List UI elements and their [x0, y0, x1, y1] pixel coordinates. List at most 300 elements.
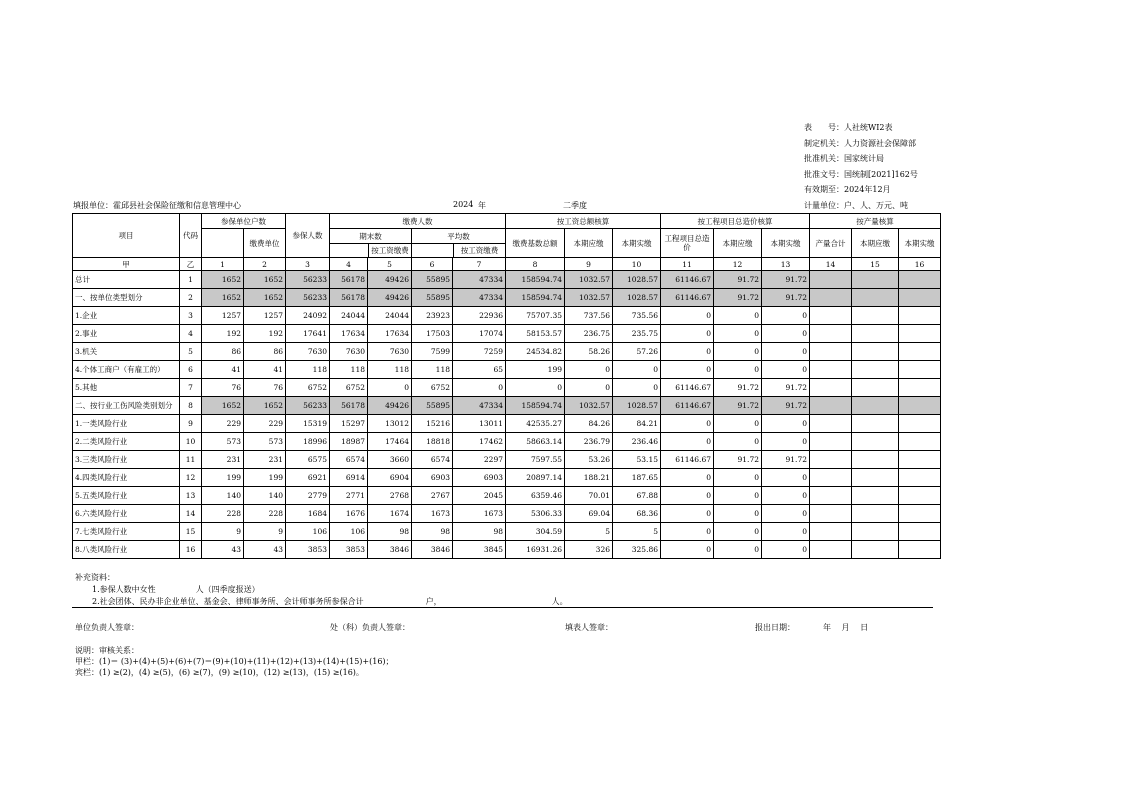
- table-cell: 84.26: [565, 415, 613, 433]
- table-cell: [899, 307, 941, 325]
- table-cell: 0: [661, 469, 714, 487]
- column-index: 11: [661, 258, 714, 271]
- header-average: [412, 229, 506, 258]
- table-cell: 5: [565, 523, 613, 541]
- table-cell: [899, 289, 941, 307]
- meta-value: 国统制[2021]162号: [844, 169, 918, 179]
- table-cell: 573: [244, 433, 286, 451]
- table-cell: [852, 469, 899, 487]
- row-code: 4: [180, 325, 202, 343]
- table-cell: 61146.67: [661, 397, 714, 415]
- table-cell: 7597.55: [506, 451, 565, 469]
- table-cell: 42535.27: [506, 415, 565, 433]
- table-cell: 158594.74: [506, 271, 565, 289]
- report-date: 年 月 日: [823, 623, 869, 632]
- table-cell: [852, 523, 899, 541]
- table-cell: 58153.57: [506, 325, 565, 343]
- table-cell: 47334: [453, 271, 506, 289]
- table-cell: 192: [202, 325, 244, 343]
- table-cell: 98: [453, 523, 506, 541]
- column-index-row: [73, 258, 941, 271]
- table-cell: 24044: [368, 307, 412, 325]
- header-due: 本期应缴: [565, 229, 613, 258]
- table-cell: 69.04: [565, 505, 613, 523]
- table-cell: 1652: [202, 271, 244, 289]
- table-cell: 18987: [330, 433, 368, 451]
- row-code: 16: [180, 541, 202, 559]
- table-cell: 1028.57: [613, 271, 661, 289]
- table-cell: 91.72: [762, 271, 810, 289]
- supplementary-notes: [75, 572, 568, 608]
- table-cell: [899, 541, 941, 559]
- header-due-2: 本期应缴: [714, 229, 762, 258]
- table-cell: 91.72: [714, 271, 762, 289]
- table-cell: 16931.26: [506, 541, 565, 559]
- table-cell: [810, 325, 852, 343]
- table-cell: 13012: [368, 415, 412, 433]
- report-year: 2024: [453, 200, 474, 209]
- table-cell: 84.21: [613, 415, 661, 433]
- table-cell: 1257: [202, 307, 244, 325]
- header-project-group: 按工程项目总造价核算: [661, 214, 810, 229]
- meta-key: 有效期至：: [804, 185, 844, 194]
- row-label: 2.事业: [73, 325, 180, 343]
- meta-row: [804, 182, 944, 198]
- row-code: 2: [180, 289, 202, 307]
- table-cell: 6574: [412, 451, 453, 469]
- column-index: 乙: [180, 258, 202, 271]
- table-cell: [852, 397, 899, 415]
- column-index: 4: [330, 258, 368, 271]
- table-row: [73, 379, 941, 397]
- table-cell: [810, 433, 852, 451]
- meta-key: 制定机关：: [804, 138, 844, 148]
- table-cell: 1673: [453, 505, 506, 523]
- table-cell: 6752: [330, 379, 368, 397]
- table-cell: [899, 469, 941, 487]
- statistics-table: [72, 213, 941, 559]
- table-cell: 61146.67: [661, 271, 714, 289]
- table-cell: 6752: [412, 379, 453, 397]
- table-cell: 3846: [368, 541, 412, 559]
- table-cell: 47334: [453, 397, 506, 415]
- meta-row: [804, 167, 944, 183]
- table-cell: 229: [202, 415, 244, 433]
- table-cell: 55895: [412, 397, 453, 415]
- table-cell: 7599: [412, 343, 453, 361]
- table-cell: [852, 379, 899, 397]
- header-project-total: 工程项目总造价: [661, 229, 714, 258]
- table-cell: 9: [202, 523, 244, 541]
- meta-row: [804, 136, 944, 152]
- table-cell: 0: [762, 325, 810, 343]
- row-label: 7.七类风险行业: [73, 523, 180, 541]
- column-index: 7: [453, 258, 506, 271]
- table-cell: 0: [661, 361, 714, 379]
- table-cell: [899, 343, 941, 361]
- note-2-people: 人。: [551, 597, 568, 606]
- table-cell: 573: [202, 433, 244, 451]
- table-cell: [852, 505, 899, 523]
- table-cell: 6903: [412, 469, 453, 487]
- table-cell: 17634: [330, 325, 368, 343]
- table-cell: 13011: [453, 415, 506, 433]
- table-cell: 1676: [330, 505, 368, 523]
- table-cell: 1652: [202, 289, 244, 307]
- table-cell: 0: [762, 487, 810, 505]
- table-cell: [810, 451, 852, 469]
- header-due-3: 本期应缴: [852, 229, 899, 258]
- meta-value: 户、人、万元、吨: [844, 200, 908, 210]
- table-cell: 0: [714, 505, 762, 523]
- table-row: [73, 415, 941, 433]
- explain-title: 说明：审核关系：: [75, 646, 139, 655]
- table-cell: 1032.57: [565, 397, 613, 415]
- table-cell: 0: [714, 469, 762, 487]
- explain-line-2: 宾栏：(1) ≥(2)，(4) ≥(5)，(6) ≥(7)，(9) ≥(10)，(12) ≥(13)，(15) ≥(16)。: [75, 668, 364, 677]
- table-cell: 0: [762, 343, 810, 361]
- table-cell: 56233: [286, 397, 330, 415]
- table-cell: 2297: [453, 451, 506, 469]
- column-index: 14: [810, 258, 852, 271]
- table-cell: 228: [202, 505, 244, 523]
- header-period-end: [330, 229, 412, 258]
- table-cell: 56178: [330, 289, 368, 307]
- table-cell: 56178: [330, 271, 368, 289]
- column-index: 1: [202, 258, 244, 271]
- row-label: 6.六类风险行业: [73, 505, 180, 523]
- row-code: 6: [180, 361, 202, 379]
- meta-key: 批准文号：: [804, 169, 844, 179]
- row-label: 1.企业: [73, 307, 180, 325]
- table-cell: 49426: [368, 271, 412, 289]
- table-cell: 0: [762, 541, 810, 559]
- table-cell: 91.72: [762, 397, 810, 415]
- table-cell: 0: [762, 469, 810, 487]
- table-cell: 199: [202, 469, 244, 487]
- table-cell: [852, 415, 899, 433]
- header-payers-group: 缴费人数: [330, 214, 506, 229]
- table-cell: 118: [412, 361, 453, 379]
- table-cell: 236.46: [613, 433, 661, 451]
- table-cell: [899, 271, 941, 289]
- table-cell: 158594.74: [506, 397, 565, 415]
- table-cell: 2767: [412, 487, 453, 505]
- table-cell: 58663.14: [506, 433, 565, 451]
- table-cell: 98: [368, 523, 412, 541]
- table-cell: 49426: [368, 289, 412, 307]
- header-paid: 本期实缴: [613, 229, 661, 258]
- table-cell: 67.88: [613, 487, 661, 505]
- table-cell: [899, 361, 941, 379]
- table-cell: 55895: [412, 289, 453, 307]
- meta-key: 表 号：: [804, 123, 844, 132]
- note-1: [75, 584, 568, 596]
- table-cell: 6575: [286, 451, 330, 469]
- table-cell: 6752: [286, 379, 330, 397]
- table-cell: [810, 361, 852, 379]
- table-cell: [852, 433, 899, 451]
- table-cell: 3853: [330, 541, 368, 559]
- table-cell: 24044: [330, 307, 368, 325]
- note-1-text: 1.参保人数中女性: [92, 585, 156, 594]
- table-cell: 98: [412, 523, 453, 541]
- table-cell: [899, 505, 941, 523]
- report-date-label: 报出日期：: [755, 623, 795, 632]
- section-head-signature: 处（科）负责人签章：: [330, 623, 410, 632]
- column-index: 15: [852, 258, 899, 271]
- row-label: 3.机关: [73, 343, 180, 361]
- row-label: 2.二类风险行业: [73, 433, 180, 451]
- row-code: 11: [180, 451, 202, 469]
- table-cell: 91.72: [714, 289, 762, 307]
- table-cell: [810, 379, 852, 397]
- table-cell: [810, 523, 852, 541]
- note-1-suffix: 人（四季度报送）: [195, 585, 260, 594]
- table-cell: 0: [714, 343, 762, 361]
- header-blank: [202, 229, 244, 258]
- unit-head-signature: 单位负责人签章：: [75, 623, 139, 632]
- row-label: 5.五类风险行业: [73, 487, 180, 505]
- table-cell: 5: [613, 523, 661, 541]
- divider: [72, 607, 933, 608]
- table-cell: [852, 361, 899, 379]
- table-cell: 17074: [453, 325, 506, 343]
- table-cell: 91.72: [714, 379, 762, 397]
- table-cell: 1028.57: [613, 289, 661, 307]
- table-cell: 0: [661, 505, 714, 523]
- notes-title: 补充资料：: [75, 573, 115, 582]
- table-cell: 47334: [453, 289, 506, 307]
- header-by-wage-2: 按工资缴费: [460, 245, 499, 255]
- table-cell: [810, 307, 852, 325]
- table-cell: 6904: [368, 469, 412, 487]
- table-cell: 6359.46: [506, 487, 565, 505]
- table-cell: 6914: [330, 469, 368, 487]
- table-row: [73, 487, 941, 505]
- table-cell: 53.26: [565, 451, 613, 469]
- table-cell: 53.15: [613, 451, 661, 469]
- table-cell: 7259: [453, 343, 506, 361]
- table-cell: 1028.57: [613, 397, 661, 415]
- header-insured: 参保人数: [286, 214, 330, 258]
- table-cell: 106: [286, 523, 330, 541]
- header-paying-units: 缴费单位: [244, 229, 286, 258]
- table-cell: 24534.82: [506, 343, 565, 361]
- table-cell: 23923: [412, 307, 453, 325]
- table-cell: 140: [244, 487, 286, 505]
- table-cell: 0: [661, 307, 714, 325]
- column-index: 甲: [73, 258, 180, 271]
- table-cell: [899, 325, 941, 343]
- table-cell: [810, 415, 852, 433]
- table-cell: 236.75: [565, 325, 613, 343]
- table-cell: 76: [202, 379, 244, 397]
- table-cell: 199: [506, 361, 565, 379]
- table-cell: 17462: [453, 433, 506, 451]
- table-cell: 106: [330, 523, 368, 541]
- table-cell: [810, 289, 852, 307]
- column-index: 2: [244, 258, 286, 271]
- header-output-total: 产量合计: [810, 229, 852, 258]
- header-average-label: 平均数: [447, 231, 470, 241]
- table-cell: 17464: [368, 433, 412, 451]
- table-cell: 49426: [368, 397, 412, 415]
- table-cell: 86: [202, 343, 244, 361]
- table-cell: 1652: [202, 397, 244, 415]
- table-cell: 17634: [368, 325, 412, 343]
- table-cell: 91.72: [714, 451, 762, 469]
- table-cell: 61146.67: [661, 289, 714, 307]
- table-cell: 58.26: [565, 343, 613, 361]
- fill-row: [73, 200, 933, 212]
- table-cell: [852, 325, 899, 343]
- row-code: 10: [180, 433, 202, 451]
- table-cell: 5306.33: [506, 505, 565, 523]
- table-cell: 0: [714, 523, 762, 541]
- table-cell: 6574: [330, 451, 368, 469]
- table-cell: 0: [762, 361, 810, 379]
- table-cell: 735.56: [613, 307, 661, 325]
- row-label: 1.一类风险行业: [73, 415, 180, 433]
- table-cell: 3846: [412, 541, 453, 559]
- table-cell: 91.72: [714, 397, 762, 415]
- table-cell: 0: [368, 379, 412, 397]
- table-cell: 2045: [453, 487, 506, 505]
- table-cell: 17641: [286, 325, 330, 343]
- table-cell: 0: [714, 415, 762, 433]
- table-cell: 0: [506, 379, 565, 397]
- table-cell: 6921: [286, 469, 330, 487]
- table-row: [73, 325, 941, 343]
- table-cell: 0: [762, 307, 810, 325]
- table-row: [73, 451, 941, 469]
- table-cell: 0: [661, 343, 714, 361]
- column-index: 9: [565, 258, 613, 271]
- table-cell: 1652: [244, 397, 286, 415]
- header-item: 项目: [73, 214, 180, 258]
- table-cell: 0: [613, 379, 661, 397]
- table-cell: 7630: [286, 343, 330, 361]
- table-cell: 57.26: [613, 343, 661, 361]
- table-cell: 61146.67: [661, 451, 714, 469]
- table-cell: 6903: [453, 469, 506, 487]
- table-row: [73, 505, 941, 523]
- row-label: 5.其他: [73, 379, 180, 397]
- table-cell: 0: [565, 361, 613, 379]
- note-2-text: 2.社会团体、民办非企业单位、基金会、律师事务所、会计师事务所参保合计: [92, 597, 364, 606]
- table-cell: [899, 415, 941, 433]
- table-cell: 1652: [244, 289, 286, 307]
- table-cell: 228: [244, 505, 286, 523]
- table-row: [73, 271, 941, 289]
- table-cell: 1684: [286, 505, 330, 523]
- table-row: [73, 433, 941, 451]
- table-cell: 7630: [368, 343, 412, 361]
- table-cell: 1673: [412, 505, 453, 523]
- table-row: [73, 343, 941, 361]
- table-cell: 9: [244, 523, 286, 541]
- table-cell: 18996: [286, 433, 330, 451]
- row-code: 13: [180, 487, 202, 505]
- table-cell: 1032.57: [565, 271, 613, 289]
- row-code: 8: [180, 397, 202, 415]
- table-cell: 3845: [453, 541, 506, 559]
- table-cell: 0: [714, 361, 762, 379]
- table-cell: 2771: [330, 487, 368, 505]
- table-cell: 231: [244, 451, 286, 469]
- table-cell: 158594.74: [506, 289, 565, 307]
- table-cell: [810, 397, 852, 415]
- table-cell: 41: [244, 361, 286, 379]
- table-cell: 3853: [286, 541, 330, 559]
- table-cell: 20897.14: [506, 469, 565, 487]
- preparer-signature: 填表人签章：: [565, 623, 613, 632]
- table-cell: 325.86: [613, 541, 661, 559]
- table-cell: 0: [661, 487, 714, 505]
- row-code: 7: [180, 379, 202, 397]
- table-cell: [810, 487, 852, 505]
- table-cell: 15319: [286, 415, 330, 433]
- table-cell: 43: [244, 541, 286, 559]
- table-cell: [810, 505, 852, 523]
- row-label: 二、按行业工伤风险类别划分: [73, 397, 180, 415]
- audit-explanation: [75, 645, 394, 678]
- table-cell: 0: [661, 433, 714, 451]
- table-cell: 0: [762, 415, 810, 433]
- table-cell: 0: [714, 325, 762, 343]
- table-cell: 2779: [286, 487, 330, 505]
- table-cell: 1032.57: [565, 289, 613, 307]
- table-cell: [852, 487, 899, 505]
- table-cell: 118: [368, 361, 412, 379]
- row-label: 4.个体工商户（有雇工的）: [73, 361, 180, 379]
- table-cell: [852, 541, 899, 559]
- row-label: 3.三类风险行业: [73, 451, 180, 469]
- table-cell: 15216: [412, 415, 453, 433]
- table-cell: 0: [453, 379, 506, 397]
- row-code: 12: [180, 469, 202, 487]
- explain-line-1: 甲栏：(1)＝ (3)+(4)+(5)+(6)+(7)＝(9)+(10)+(11)+(12)+(13)+(14)+(15)+(16)；: [75, 657, 394, 666]
- table-cell: 0: [714, 487, 762, 505]
- header-output-group: 按产量核算: [810, 214, 941, 229]
- table-cell: 0: [661, 325, 714, 343]
- table-row: [73, 469, 941, 487]
- table-cell: 1257: [244, 307, 286, 325]
- table-cell: [899, 523, 941, 541]
- table-cell: [899, 451, 941, 469]
- table-cell: [852, 271, 899, 289]
- table-cell: 229: [244, 415, 286, 433]
- table-cell: [852, 451, 899, 469]
- meta-key: 计量单位：: [804, 200, 844, 210]
- table-cell: 91.72: [762, 451, 810, 469]
- table-cell: 61146.67: [661, 379, 714, 397]
- table-cell: 76: [244, 379, 286, 397]
- table-cell: [852, 307, 899, 325]
- header-units-group: 参保单位户数: [202, 214, 286, 229]
- row-label: 4.四类风险行业: [73, 469, 180, 487]
- table-cell: 0: [762, 433, 810, 451]
- table-cell: 231: [202, 451, 244, 469]
- table-cell: 65: [453, 361, 506, 379]
- meta-row: [804, 120, 944, 136]
- header-paid-3: 本期实缴: [899, 229, 941, 258]
- table-cell: 118: [330, 361, 368, 379]
- report-quarter: 二季度: [563, 201, 587, 210]
- table-cell: 75707.35: [506, 307, 565, 325]
- table-cell: [810, 271, 852, 289]
